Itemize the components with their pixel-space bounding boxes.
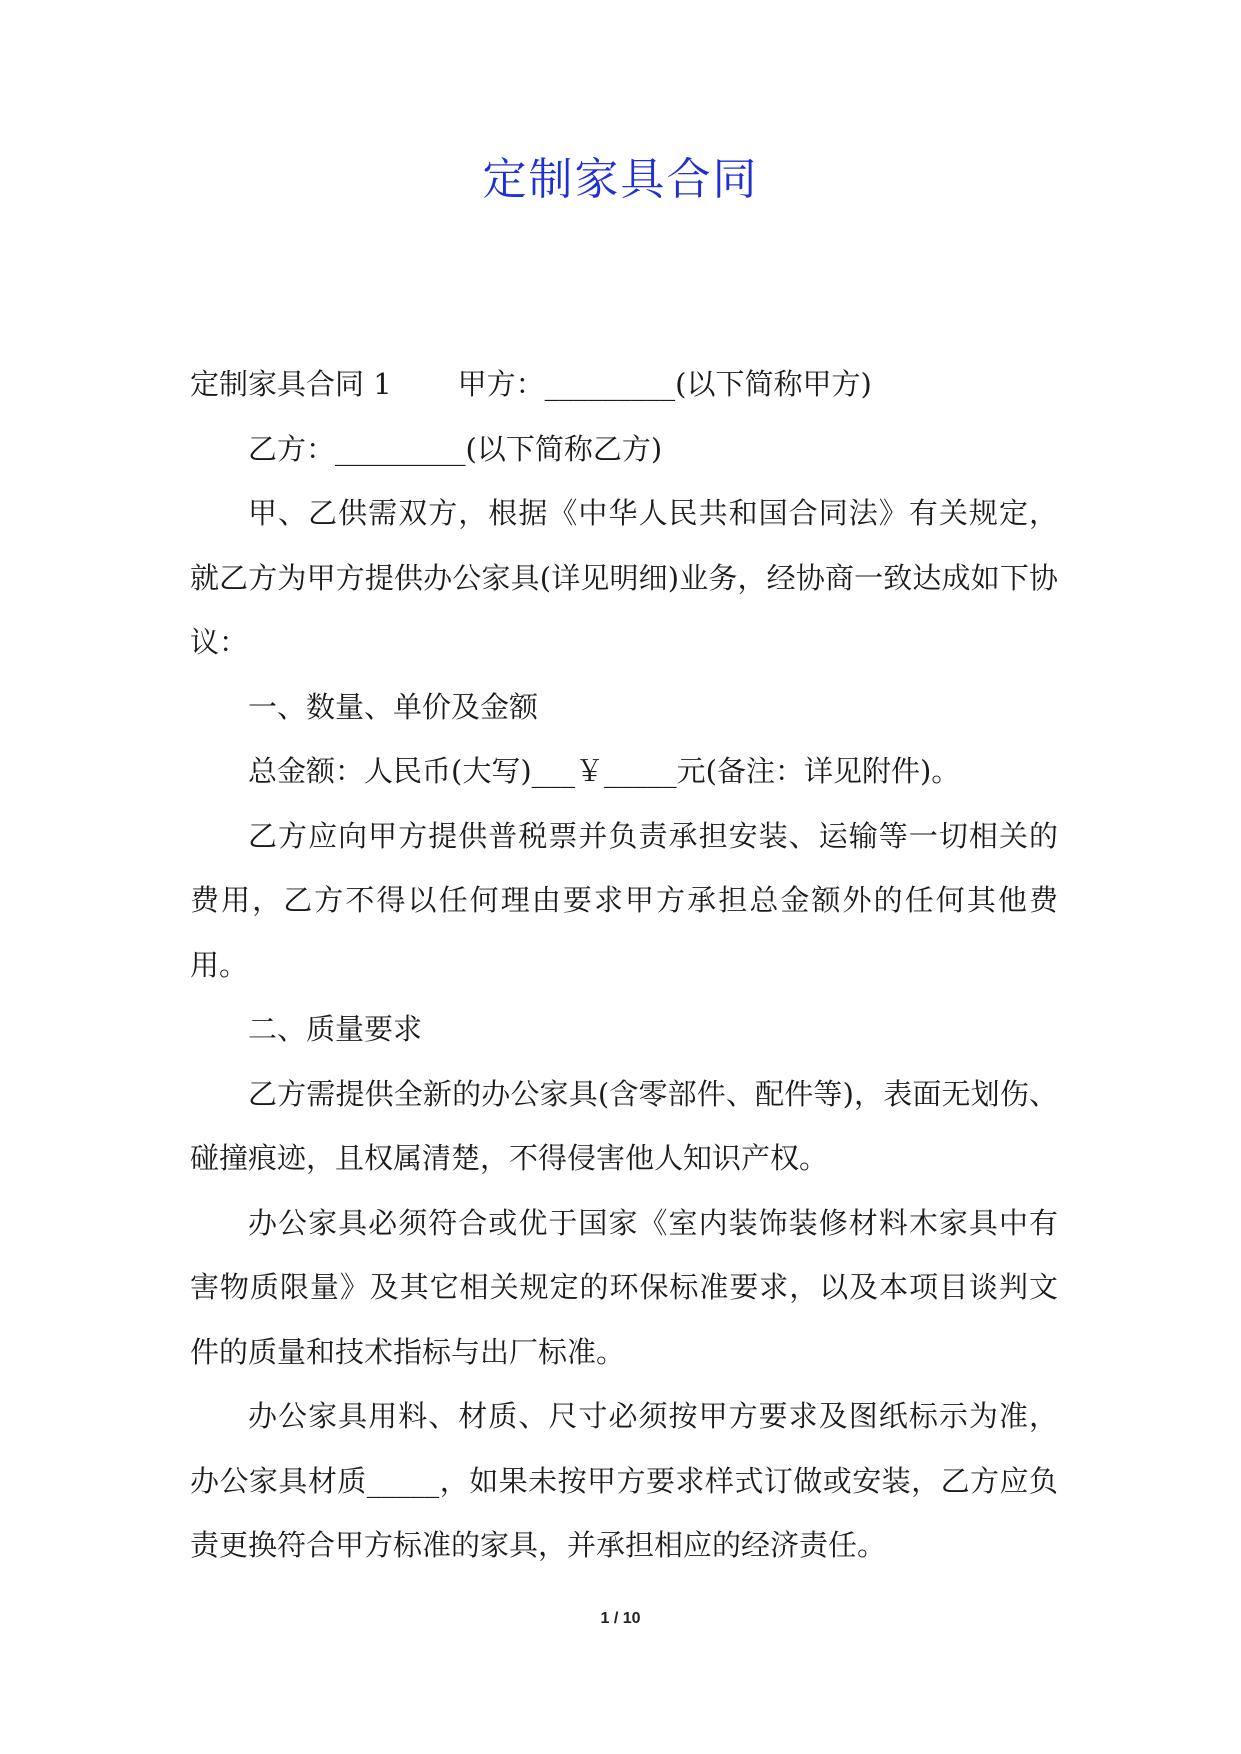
new-furniture-paragraph: 乙方需提供全新的办公家具(含零部件、配件等)，表面无划伤、碰撞痕迹，且权属清楚，不得侵害他人知识产权。 [190,1076,1058,1175]
page-number: 1 / 10 [600,1610,641,1627]
document-body [190,352,1058,1578]
section-heading-quantity-price: 一、数量、单价及金额 [248,689,539,724]
document-title: 定制家具合同 [482,154,759,205]
materials-dimensions-paragraph: 办公家具用料、材质、尺寸必须按甲方要求及图纸标示为准，办公家具材质_____，如果未按甲方要求样式订做或安装，乙方应负责更换符合甲方标准的家具，并承担相应的经济责任。 [190,1399,1058,1562]
intro-line [190,352,1058,417]
environmental-standard-paragraph: 办公家具必须符合或优于国家《室内装饰装修材料木家具中有害物质限量》及其它相关规定的环保标准要求，以及本项目谈判文件的质量和技术指标与出厂标准。 [190,1205,1058,1369]
invoice-fees-paragraph: 乙方应向甲方提供普税票并负责承担安装、运输等一切相关的费用，乙方不得以任何理由要求甲方承担总金额外的任何其他费用。 [190,818,1058,982]
preamble-paragraph: 甲、乙供需双方，根据《中华人民共和国合同法》有关规定，就乙方为甲方提供办公家具(详见明细)业务，经协商一致达成如下协议： [190,496,1058,659]
total-amount-line: 总金额：人民币(大写)___￥_____元(备注：详见附件)。 [248,754,961,788]
party-a-line: 甲方：_________(以下简称甲方) [457,367,872,401]
section-heading-quality: 二、质量要求 [248,1012,423,1046]
contract-heading: 定制家具合同 1 [190,367,392,401]
party-b-line: 乙方：_________(以下简称乙方) [248,431,663,466]
